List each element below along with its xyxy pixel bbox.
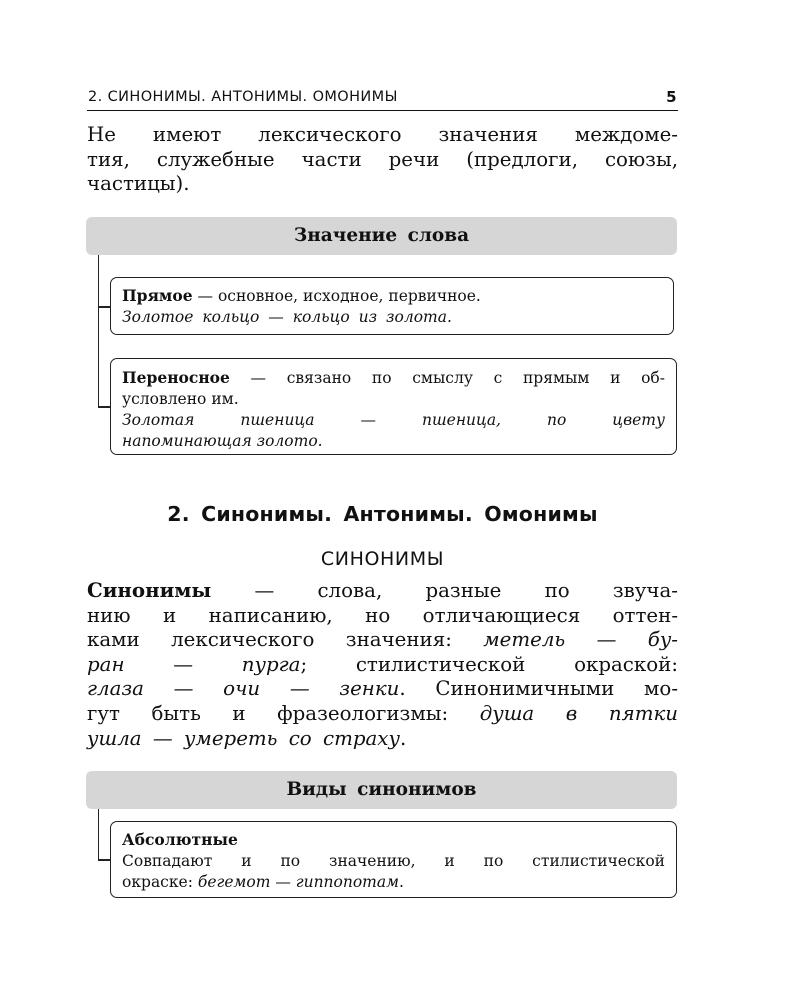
running-header — [87, 88, 678, 111]
absolute-definition-line1: Совпадают и по значению, и по стилистической — [122, 852, 665, 870]
figurative-definition-text: — связано по смыслу с прямым и об- — [229, 369, 665, 387]
synonyms-line — [87, 702, 678, 727]
absolute-text: . — [398, 873, 404, 891]
absolute-term-line — [122, 829, 665, 851]
figurative-definition-line2: условлено им. — [122, 390, 239, 408]
intro-paragraph — [87, 123, 678, 197]
section-title: 2. Синонимы. Антонимы. Омонимы — [167, 502, 598, 526]
figurative-example-line1 — [122, 410, 665, 431]
types-block-title: Виды синонимов — [86, 771, 677, 809]
synonyms-line — [87, 578, 678, 604]
page-number: 5 — [666, 88, 677, 106]
synonyms-example: метель — бу- — [483, 628, 678, 652]
types-bracket — [98, 809, 99, 860]
synonyms-term: Синонимы — [87, 578, 212, 602]
synonyms-paragraph — [87, 578, 678, 751]
direct-example — [122, 307, 662, 328]
synonyms-line — [87, 727, 678, 752]
synonyms-text: ками лексического значения: — [87, 628, 484, 652]
subsection-title: СИНОНИМЫ — [320, 548, 445, 570]
intro-line: Не имеют лексического значения междоме- — [87, 123, 678, 146]
synonyms-example: глаза — очи — зенки — [87, 677, 400, 701]
synonyms-example: ран — пурга — [87, 652, 301, 676]
intro-line: частицы). — [87, 172, 190, 196]
direct-term: Прямое — [122, 286, 193, 305]
intro-line: тия, служебные части речи (предлоги, союзы, — [87, 147, 678, 171]
synonyms-text: ; стилистической окраской: — [300, 652, 679, 676]
synonyms-line — [87, 677, 678, 702]
figurative-example-line2 — [122, 431, 665, 452]
direct-meaning-box — [110, 277, 674, 335]
absolute-definition-line2 — [122, 872, 665, 893]
synonyms-text: гут быть и фразеологизмы: — [87, 701, 480, 725]
running-title: 2. СИНОНИМЫ. АНТОНИМЫ. ОМОНИМЫ — [88, 89, 398, 105]
synonyms-text: . Синонимичными мо- — [399, 677, 678, 701]
synonyms-example: душа в пятки — [479, 701, 679, 725]
meaning-block-title: Значение слова — [86, 217, 677, 255]
figurative-definition-line1 — [122, 367, 665, 389]
direct-example-text: Золотое кольцо — кольцо из золота. — [122, 308, 452, 326]
figurative-meaning-box — [110, 358, 677, 455]
synonyms-line: нию и написанию, но отличающиеся оттен- — [87, 603, 678, 627]
absolute-synonyms-box — [110, 821, 677, 898]
direct-definition — [122, 285, 662, 307]
figurative-example-text2: напоминающая золото. — [122, 432, 323, 450]
synonyms-text: . — [399, 726, 407, 750]
meaning-bracket — [98, 255, 99, 407]
absolute-term: Абсолютные — [122, 830, 238, 849]
absolute-text: окраске: — [122, 873, 198, 891]
synonyms-line — [87, 653, 678, 678]
figurative-example-text: Золотая пшеница — пшеница, по цвету — [122, 411, 665, 429]
synonyms-text: — слова, разные по звуча- — [211, 579, 678, 602]
figurative-term: Переносное — [122, 368, 230, 387]
synonyms-line — [87, 628, 678, 653]
absolute-example: бегемот — гиппопотам — [197, 873, 399, 891]
synonyms-example: ушла — умереть со страху — [87, 726, 400, 750]
direct-definition-text: — основное, исходное, первичное. — [192, 287, 481, 305]
